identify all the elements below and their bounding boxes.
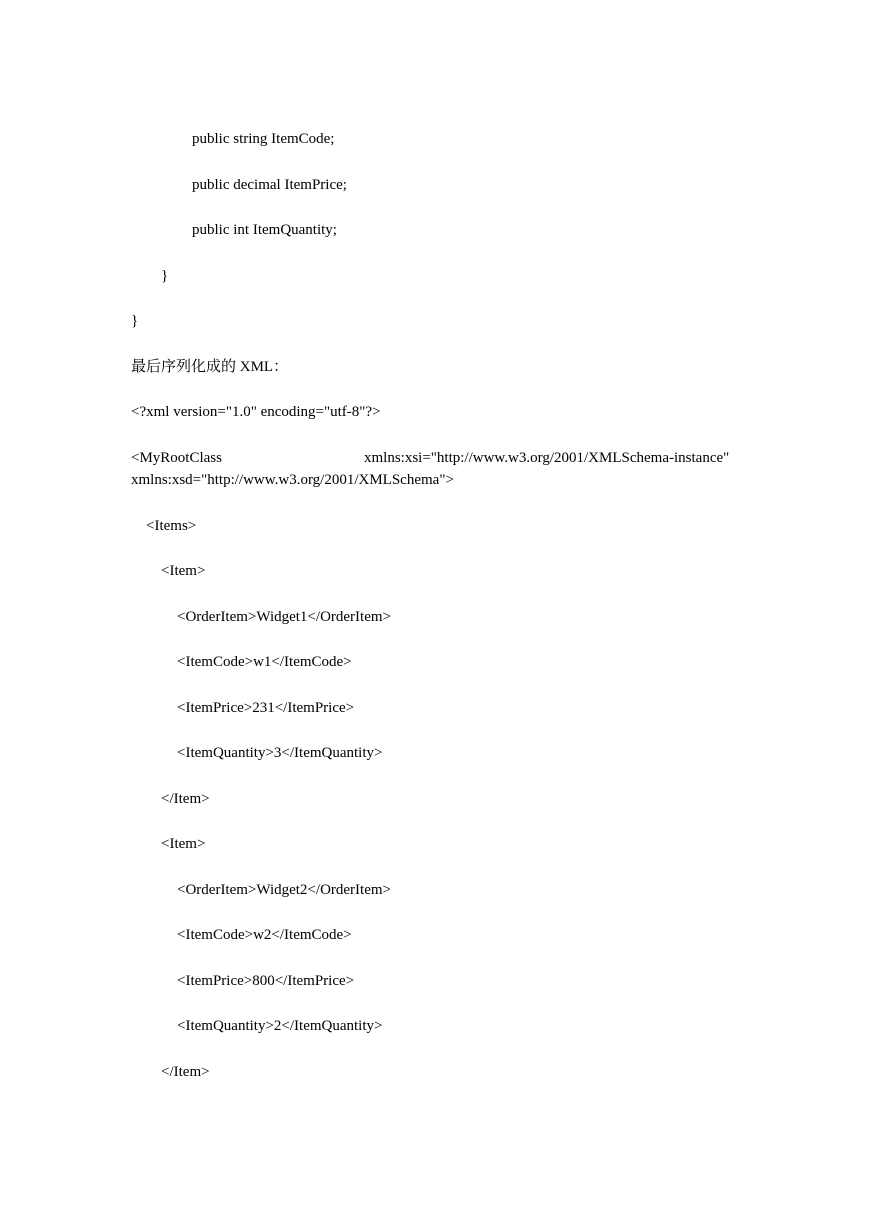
code-inner-close-brace: }	[161, 268, 169, 284]
code-field-itemquantity: public int ItemQuantity;	[192, 222, 337, 238]
xml-item1-itemcode: <ItemCode>w1</ItemCode>	[177, 654, 352, 670]
code-field-itemprice: public decimal ItemPrice;	[192, 177, 347, 193]
xml-item2-orderitem: <OrderItem>Widget2</OrderItem>	[177, 882, 391, 898]
xml-item2-itemprice: <ItemPrice>800</ItemPrice>	[177, 973, 355, 989]
xml-item2-itemquantity: <ItemQuantity>2</ItemQuantity>	[177, 1018, 383, 1034]
xml-item2-open: <Item>	[161, 836, 206, 852]
xml-item2-close: </Item>	[161, 1064, 210, 1080]
xml-item1-close: </Item>	[161, 791, 210, 807]
xml-item1-itemprice: <ItemPrice>231</ItemPrice>	[177, 700, 355, 716]
xml-root-xmlns-xsi: xmlns:xsi="http://www.w3.org/2001/XMLSchema-instance"	[364, 450, 730, 466]
xml-items-open: <Items>	[146, 518, 197, 534]
xml-item1-itemquantity: <ItemQuantity>3</ItemQuantity>	[177, 745, 383, 761]
code-outer-close-brace: }	[131, 313, 139, 329]
xml-item2-itemcode: <ItemCode>w2</ItemCode>	[177, 927, 352, 943]
xml-caption: 最后序列化成的 XML：	[131, 359, 289, 375]
xml-root-open: <MyRootClass	[131, 450, 222, 466]
code-field-itemcode: public string ItemCode;	[192, 131, 335, 147]
xml-declaration: <?xml version="1.0" encoding="utf-8"?>	[131, 404, 381, 420]
xml-root-xmlns-xsd: xmlns:xsd="http://www.w3.org/2001/XMLSchema">	[131, 472, 454, 488]
xml-item1-open: <Item>	[161, 563, 206, 579]
xml-item1-orderitem: <OrderItem>Widget1</OrderItem>	[177, 609, 391, 625]
